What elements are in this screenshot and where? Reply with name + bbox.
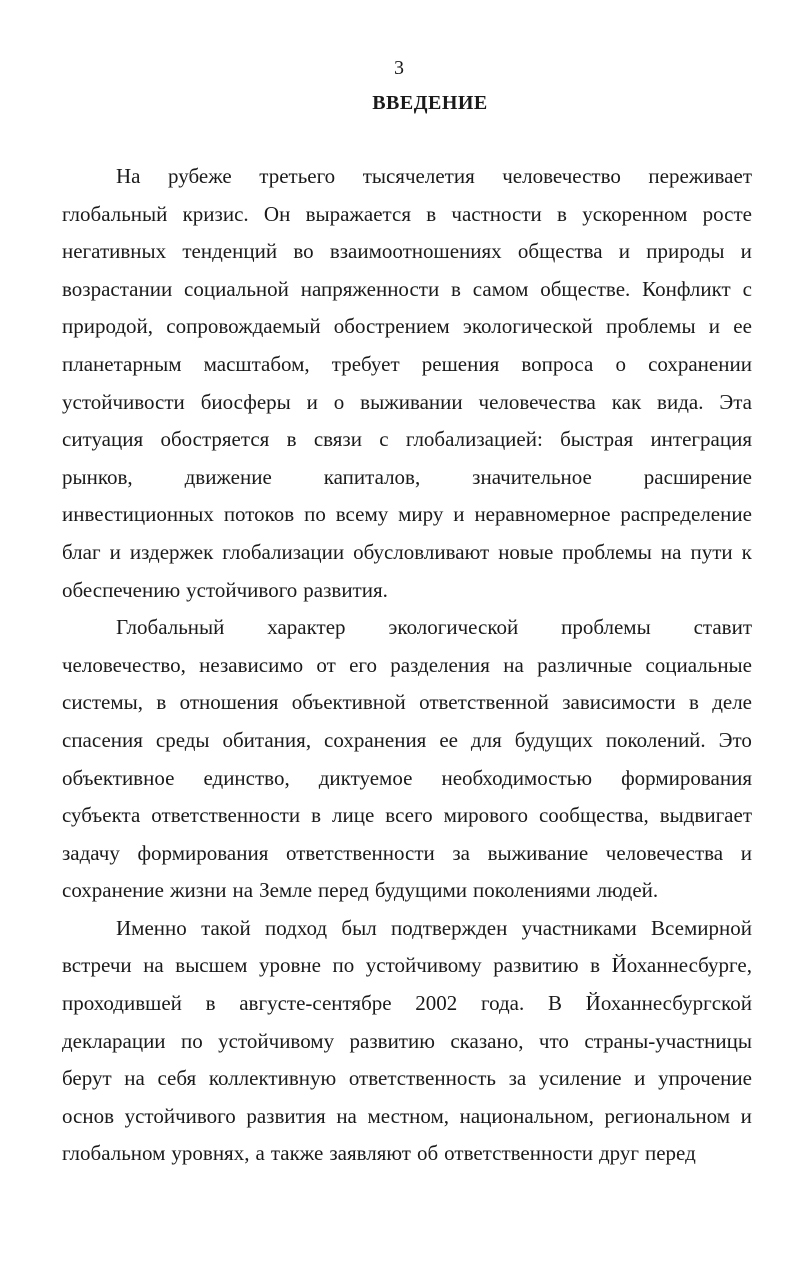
text-line: декларации по устойчивому развитию сказано, что страны-участницы bbox=[62, 1028, 752, 1053]
text-line: ситуация обостряется в связи с глобализацией: быстрая интеграция bbox=[62, 427, 752, 452]
text-line: системы, в отношения объективной ответственной зависимости в деле bbox=[62, 690, 752, 715]
text-line: природой, сопровождаемый обострением экологической проблемы и ее bbox=[62, 314, 752, 339]
page-number: 3 bbox=[394, 57, 404, 79]
paragraph bbox=[62, 158, 752, 609]
text-line: планетарным масштабом, требует решения вопроса о сохранении bbox=[62, 351, 752, 376]
text-line: глобальном уровнях, а также заявляют об ответственности друг перед bbox=[62, 1141, 696, 1166]
text-line: На рубеже третьего тысячелетия человечество переживает bbox=[116, 164, 752, 188]
text-line: негативных тенденций во взаимоотношениях общества и природы и bbox=[62, 239, 752, 264]
text-line: рынков, движение капиталов, значительное расширение bbox=[62, 464, 752, 489]
paragraph bbox=[62, 609, 752, 910]
text-line: встречи на высшем уровне по устойчивому развитию в Йоханнесбурге, bbox=[62, 953, 752, 978]
text-line: сохранение жизни на Земле перед будущими поколениями людей. bbox=[62, 878, 659, 903]
text-line: инвестиционных потоков по всему миру и неравномерное распределение bbox=[62, 502, 752, 527]
text-line: Глобальный характер экологической проблемы ставит bbox=[116, 615, 752, 640]
text-line: спасения среды обитания, сохранения ее для будущих поколений. Это bbox=[62, 727, 752, 752]
text-line: благ и издержек глобализации обусловливают новые проблемы на пути к bbox=[62, 539, 752, 564]
text-line: основ устойчивого развития на местном, национальном, региональном и bbox=[62, 1103, 752, 1128]
section-heading: ВВЕДЕНИЕ bbox=[372, 92, 488, 114]
text-line: проходившей в августе-сентябре 2002 года. В Йоханнесбургской bbox=[62, 991, 752, 1016]
text-line: обеспечению устойчивого развития. bbox=[62, 577, 388, 602]
text-line: задачу формирования ответственности за выживание человечества и bbox=[62, 840, 752, 865]
text-line: возрастании социальной напряженности в самом обществе. Конфликт с bbox=[62, 276, 752, 301]
text-line: объективное единство, диктуемое необходимостью формирования bbox=[62, 765, 752, 790]
text-line: устойчивости биосферы и о выживании человечества как вида. Эта bbox=[62, 389, 752, 414]
paragraph bbox=[62, 910, 752, 1173]
text-line: субъекта ответственности в лице всего мирового сообщества, выдвигает bbox=[62, 803, 752, 828]
text-line: берут на себя коллективную ответственность за усиление и упрочение bbox=[62, 1066, 752, 1091]
body-text bbox=[62, 158, 752, 1173]
text-line: глобальный кризис. Он выражается в частности в ускоренном росте bbox=[62, 201, 752, 226]
text-line: человечество, независимо от его разделения на различные социальные bbox=[62, 652, 752, 677]
text-line: Именно такой подход был подтвержден участниками Всемирной bbox=[116, 915, 752, 940]
